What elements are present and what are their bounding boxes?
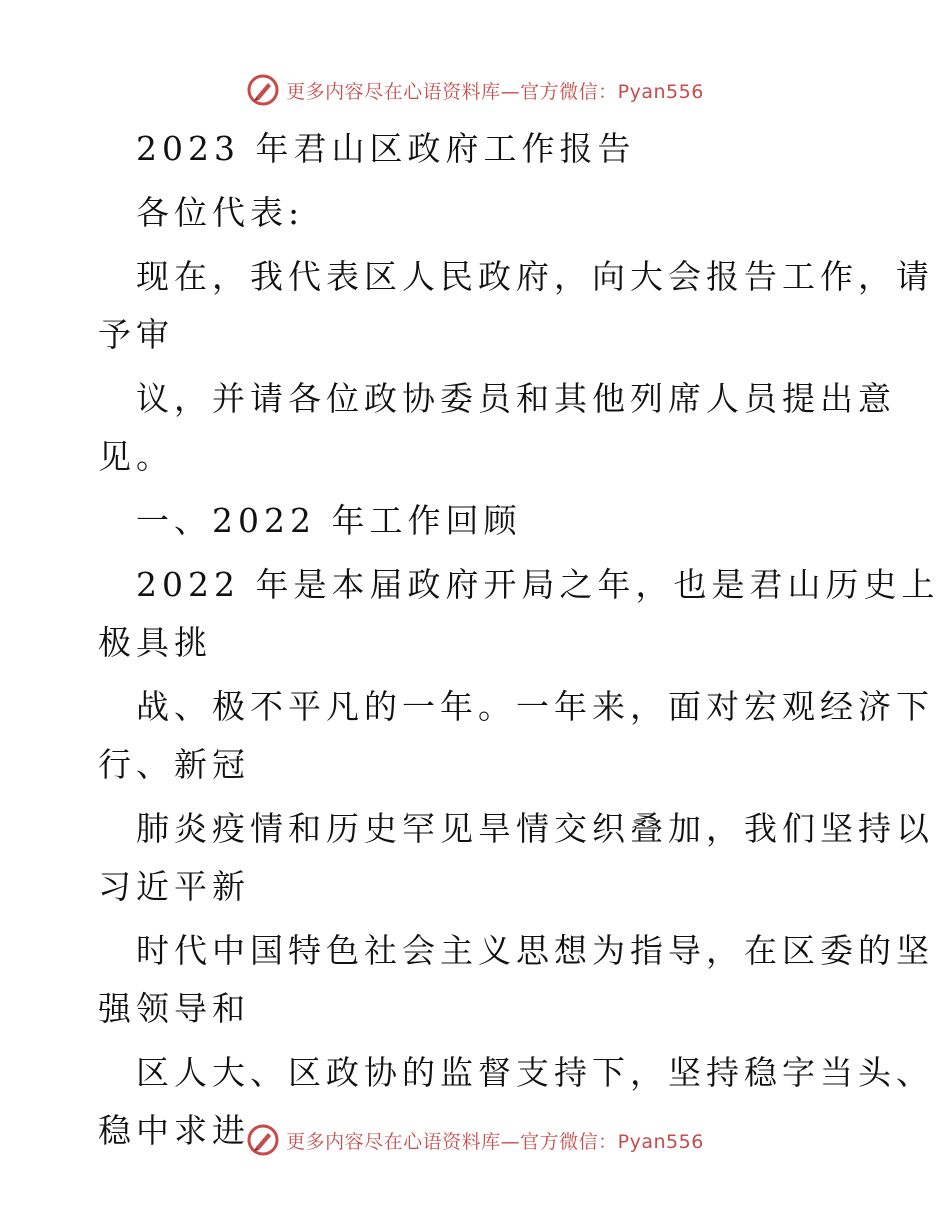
paragraph-line: 予审	[98, 315, 174, 354]
paragraph-line: 强领导和	[98, 989, 250, 1028]
paragraph-line: 习近平新	[98, 867, 250, 906]
section-heading: 一、2022 年工作回顾	[136, 501, 522, 540]
footer-watermark-banner	[0, 1118, 950, 1162]
pen-circle-logo-icon	[246, 73, 280, 107]
paragraph-line: 稳中求进	[98, 1111, 250, 1150]
paragraph-line: 现在，我代表区人民政府，向大会报告工作，请	[136, 257, 934, 296]
greeting: 各位代表:	[136, 193, 305, 232]
document-title: 2023 年君山区政府工作报告	[136, 129, 636, 168]
paragraph-line: 行、新冠	[98, 745, 250, 784]
paragraph-line: 区人大、区政协的监督支持下，坚持稳字当头、	[136, 1053, 934, 1092]
pen-circle-logo-icon	[246, 1123, 280, 1157]
footer-banner-text: 更多内容尽在心语资料库—官方微信：Pyan556	[286, 1130, 704, 1153]
header-watermark-banner	[0, 68, 950, 112]
paragraph-line: 战、极不平凡的一年。一年来，面对宏观经济下	[136, 687, 934, 726]
paragraph-line: 极具挑	[98, 623, 212, 662]
document-body	[98, 120, 940, 1160]
paragraph-line: 议，并请各位政协委员和其他列席人员提出意	[136, 379, 896, 418]
paragraph-line: 2022 年是本届政府开局之年，也是君山历史上	[136, 565, 940, 604]
header-banner-text: 更多内容尽在心语资料库—官方微信：Pyan556	[286, 80, 704, 103]
paragraph-line: 肺炎疫情和历史罕见旱情交织叠加，我们坚持以	[136, 809, 934, 848]
paragraph-line: 时代中国特色社会主义思想为指导，在区委的坚	[136, 931, 934, 970]
paragraph-line: 见。	[98, 437, 174, 476]
